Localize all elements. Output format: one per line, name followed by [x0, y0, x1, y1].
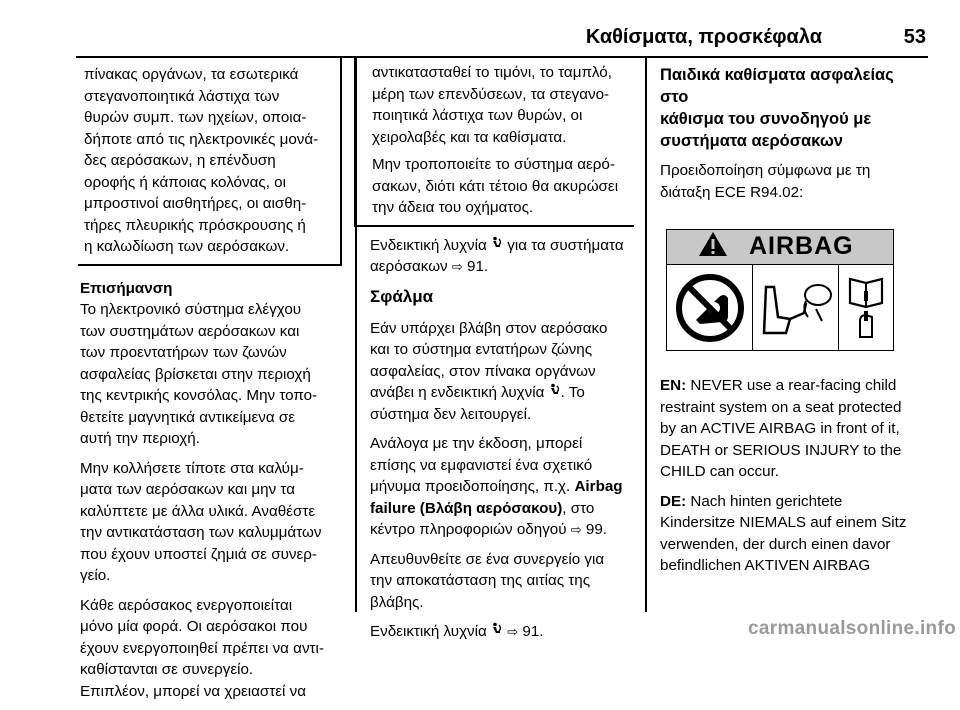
covers-paragraph	[80, 458, 342, 587]
reference-arrow-icon: ⇨	[570, 522, 582, 537]
box-line: η καλωδίωση των αερόσακων.	[84, 238, 290, 255]
text-line: την αποκατάσταση της αιτίας της	[370, 572, 591, 589]
page-reference[interactable]: 99.	[585, 521, 608, 538]
text-line: την άδεια του οχήματος.	[372, 199, 534, 216]
text-line: Ενδεικτική λυχνία	[370, 236, 492, 254]
heading-line: κάθισμα του συνοδηγού με	[660, 110, 872, 128]
text-line: σακων, διότι κάτι τέτοιο θα ακυρώσει	[372, 177, 619, 195]
text-line: και το σύστημα εντατήρων ζώνης	[370, 341, 593, 358]
box-paragraph	[372, 62, 628, 148]
text-line: καλύπτετε με άλλα υλικά. Αναθέστε	[80, 502, 316, 520]
warning-triangle-icon	[697, 230, 729, 265]
text-line: θετείτε μαγνητικά αντικείμενα σε	[80, 408, 296, 426]
box-line: οροφής ή κάποιας κολόνας, οι	[84, 173, 286, 191]
text-line: Προειδοποίηση σύμφωνα με τη	[660, 162, 871, 179]
box-line: στεγανοποιητικά λάστιχα των	[84, 87, 280, 105]
column-3	[660, 58, 926, 585]
seat-airbag-icon	[753, 265, 839, 351]
heading-line: Παιδικά καθίσματα ασφαλείας στο	[660, 66, 894, 106]
message-text: failure (Βλάβη αερόσακου)	[370, 499, 563, 517]
text-line: την αντικατάσταση των καλυμμάτων	[80, 524, 322, 541]
text-line: Απευθυνθείτε σε ένα συνεργείο για	[370, 550, 605, 568]
text-line: επίσης να εμφανιστεί ένα σχετικό	[370, 456, 593, 474]
text-line: Το ηλεκτρονικό σύστημα ελέγχου	[80, 301, 302, 318]
text-line: CHILD can occur.	[660, 463, 780, 480]
text-line: βλάβης.	[370, 593, 424, 611]
notice-paragraph	[80, 299, 342, 450]
text-line: Nach hinten gerichtete	[686, 492, 843, 510]
airbag-warning-label	[666, 229, 894, 351]
box-line: πίνακας οργάνων, τα εσωτερικά	[84, 66, 299, 83]
page-number: 53	[903, 26, 926, 48]
de-warning	[660, 491, 926, 577]
text-line: χειρολαβές και τα καθίσματα.	[372, 128, 567, 146]
heading-line: συστήματα αερόσακων	[660, 132, 843, 150]
text-line: των προεντατήρων των ζωνών	[80, 344, 287, 361]
box-line: δες αερόσακων, η επένδυση	[84, 152, 276, 169]
deploy-once-paragraph	[80, 595, 342, 703]
text-line: verwenden, der durch einen davor	[660, 535, 891, 553]
text-line: ανάβει η ενδεικτική λυχνία	[370, 384, 549, 401]
indicator-ref-paragraph	[370, 621, 634, 643]
text-line: διάταξη ECE R94.02:	[660, 183, 804, 201]
fault-paragraph	[370, 318, 634, 426]
version-paragraph	[370, 433, 634, 541]
section-heading	[660, 64, 926, 152]
warning-box-end	[354, 58, 634, 227]
box-line: μπροστινοί αισθητήρες, οι αισθη-	[84, 195, 307, 212]
text-line: έχουν ενεργοποιηθεί πρέπει να αντι-	[80, 639, 324, 657]
running-head: Καθίσματα, προσκέφαλα	[585, 26, 822, 48]
column-2	[370, 58, 634, 651]
language-tag: DE:	[660, 492, 687, 510]
box-line: δήποτε από τις ηλεκτρονικές μονά-	[84, 130, 319, 148]
fault-heading: Σφάλμα	[370, 286, 434, 306]
text-line: by an ACTIVE AIRBAG in front of it,	[660, 420, 900, 437]
text-line: για τα συστήματα	[503, 236, 624, 254]
watermark: carmanualsonline.info	[748, 618, 956, 639]
read-manual-icon	[839, 265, 893, 351]
text-line: της κεντρικής κονσόλας. Μην τοπο-	[80, 387, 318, 404]
text-line: Ενδεικτική λυχνία	[370, 623, 492, 640]
text-line: . Το	[560, 384, 585, 401]
airbag-warning-lamp-icon	[491, 237, 503, 254]
text-line: NEVER use a rear-facing child	[686, 377, 897, 394]
text-line: Εάν υπάρχει βλάβη στον αερόσακο	[370, 319, 608, 337]
airbag-label-pictograms	[667, 265, 893, 351]
service-paragraph	[370, 549, 634, 614]
warning-intro	[660, 160, 926, 203]
text-line: Κάθε αερόσακος ενεργοποιείται	[80, 596, 293, 614]
text-line: Kindersitze NIEMALS auf einem Sitz	[660, 514, 907, 531]
text-line: των συστημάτων αερόσακων και	[80, 322, 300, 340]
page-reference[interactable]: 91.	[467, 258, 489, 275]
reference-arrow-icon: ⇨	[507, 624, 519, 639]
text-line: Μην τροποποιείτε το σύστημα αερό-	[372, 156, 615, 173]
text-line: , στο	[562, 499, 595, 517]
airbag-warning-lamp-icon	[491, 623, 503, 640]
warning-box-continued	[78, 58, 342, 266]
language-tag: EN:	[660, 377, 687, 394]
text-line: σύστημα δεν λειτουργεί.	[370, 405, 532, 423]
airbag-word: AIRBAG	[749, 232, 854, 261]
text-line: Επιπλέον, μπορεί να χρειαστεί να	[80, 682, 307, 700]
en-warning	[660, 375, 926, 483]
text-line: αερόσακων	[370, 258, 452, 275]
text-line: ματα των αερόσακων και μην τα	[80, 481, 295, 498]
airbag-warning-lamp-icon	[549, 384, 561, 401]
box-line: τήρες πλευρικής πρόσκρουσης ή	[84, 216, 306, 234]
column-1	[80, 58, 342, 710]
text-line: DEATH or SERIOUS INJURY to the	[660, 441, 902, 459]
notice-title: Επισήμανση	[80, 279, 173, 297]
text-line: μόνο μία φορά. Οι αερόσακοι που	[80, 618, 308, 635]
page-reference[interactable]: 91.	[522, 623, 544, 640]
text-line: Ανάλογα με την έκδοση, μπορεί	[370, 435, 583, 452]
text-line: μέρη των επενδύσεων, τα στεγανο-	[372, 85, 610, 103]
text-line: ασφαλείας βρίσκεται στην περιοχή	[80, 365, 311, 383]
text-line: γείο.	[80, 567, 111, 584]
column-divider-2	[645, 58, 647, 612]
message-text: Airbag	[574, 478, 623, 495]
reference-arrow-icon: ⇨	[451, 259, 463, 274]
text-line: καθίστανται σε συνεργείο.	[80, 661, 254, 678]
text-line: restraint system on a seat protected	[660, 398, 902, 416]
text-line: Μην κολλήσετε τίποτε στα καλύμ-	[80, 459, 304, 477]
text-line: ποιητικά λάστιχα των θυρών, οι	[372, 107, 583, 124]
text-line: befindlichen AKTIVEN AIRBAG	[660, 557, 871, 574]
no-rear-facing-seat-icon	[667, 265, 753, 351]
text-line: μήνυμα προειδοποίησης, π.χ.	[370, 478, 575, 495]
text-line: που έχουν υποστεί ζημιά σε συνερ-	[80, 545, 317, 563]
text-line: ασφαλείας, στον πίνακα οργάνων	[370, 362, 596, 380]
text-line: αυτή την περιοχή.	[80, 430, 200, 447]
airbag-label-header	[667, 230, 893, 265]
text-line: αντικατασταθεί το τιμόνι, το ταμπλό,	[372, 64, 612, 81]
box-paragraph	[372, 154, 628, 219]
indicator-paragraph	[370, 235, 634, 278]
box-line: θυρών συμπ. των ηχείων, οποια-	[84, 109, 307, 126]
text-line: κέντρο πληροφοριών οδηγού	[370, 521, 571, 538]
